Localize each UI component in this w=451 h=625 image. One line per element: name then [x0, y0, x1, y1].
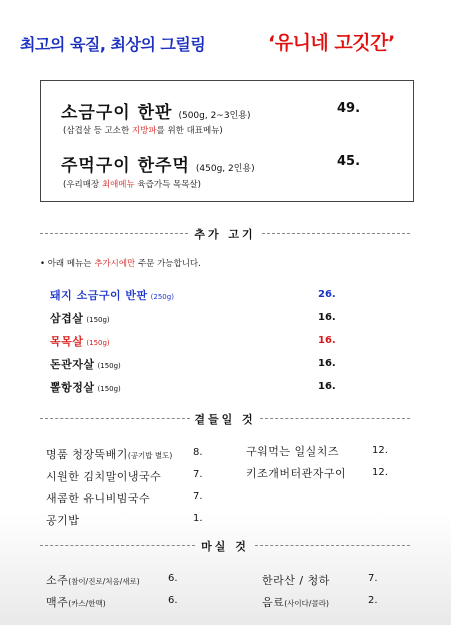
note-highlight: 추가시에만 [94, 259, 136, 269]
item-price: 16. [318, 312, 336, 323]
item-price: 7. [193, 491, 203, 502]
divider [260, 418, 410, 419]
item-name: 명품 청장뚝배기 [46, 448, 128, 461]
item-spec: (150g) [97, 385, 121, 393]
item-name: 뽈항정살 [50, 381, 95, 394]
item-spec: (참이/진로/처음/새로) [68, 577, 140, 586]
section-header-drinks [40, 538, 410, 552]
desc-highlight: 최애메뉴 [101, 180, 135, 190]
item-price: 1. [193, 513, 203, 524]
item-name: 돈관자살 [50, 358, 95, 371]
item-spec: (카스/한맥) [68, 599, 106, 608]
item-price: 6. [168, 573, 178, 584]
section-header-extra-meat [40, 226, 410, 240]
item-spec: (사이다/콜라) [284, 599, 329, 608]
divider [255, 545, 410, 546]
item-price: 16. [318, 381, 336, 392]
item-name: 공기밥 [46, 514, 80, 527]
menu-item [46, 572, 140, 588]
item-name: 소주 [46, 574, 69, 587]
divider [40, 233, 188, 234]
section-title: 곁들일 것 [194, 413, 256, 426]
featured-item-price: 49. [337, 101, 361, 116]
section-header-sides [40, 411, 410, 425]
desc-text: (삼겹살 등 고소한 [63, 126, 132, 136]
item-name: 시원한 김치말이냉국수 [46, 470, 162, 483]
menu-item [50, 356, 121, 372]
desc-text: 를 위한 대표메뉴) [156, 126, 223, 136]
featured-item-desc [63, 124, 223, 136]
featured-item-name [61, 98, 250, 123]
section-title: 마실 것 [201, 540, 249, 553]
desc-text: (우리매장 [63, 180, 102, 190]
page-tagline: 최고의 육질, 최상의 그릴링 [20, 35, 206, 54]
item-name: 삼겹살 [50, 312, 84, 325]
item-name: 음료 [262, 596, 285, 609]
divider [40, 418, 190, 419]
menu-item [46, 490, 150, 506]
featured-item-spec: (500g, 2~3인용) [178, 111, 251, 121]
divider [40, 545, 195, 546]
featured-item-name [61, 151, 255, 176]
item-price: 12. [372, 445, 388, 456]
menu-item: 구워먹는 일실치즈 [246, 445, 340, 458]
featured-item-price: 45. [337, 154, 361, 169]
brand-name: ‘유니네 고깃간’ [268, 32, 395, 54]
item-spec: (150g) [86, 316, 110, 324]
featured-item-title: 주먹구이 한주먹 [61, 156, 190, 176]
item-spec: (250g) [150, 293, 174, 301]
note-text: • 아래 메뉴는 [40, 259, 95, 269]
item-name: 한라산 / 청하 [262, 574, 330, 587]
item-price: 16. [318, 358, 336, 369]
order-note [40, 257, 201, 269]
menu-item [46, 468, 161, 484]
menu-item [50, 287, 174, 303]
desc-text: 육즙가득 목목살) [134, 180, 201, 190]
item-price: 7. [368, 573, 378, 584]
item-price: 16. [318, 335, 336, 346]
item-spec: (150g) [86, 339, 110, 347]
menu-item [262, 572, 330, 588]
menu-item [50, 310, 110, 326]
item-price: 12. [372, 467, 388, 478]
menu-item [46, 446, 172, 462]
menu-item [50, 379, 121, 395]
note-text: 주문 가능합니다. [135, 259, 201, 269]
section-title: 추가 고기 [194, 228, 256, 241]
menu-item [50, 333, 110, 349]
menu-item [46, 594, 106, 610]
item-spec: (공기밥 별도) [127, 451, 173, 460]
featured-menu-box [40, 80, 414, 202]
menu-item [46, 512, 79, 528]
item-name: 맥주 [46, 596, 69, 609]
desc-highlight: 지방파 [131, 126, 157, 136]
featured-item-title: 소금구이 한판 [61, 103, 173, 123]
item-name: 새콤한 유니비빔국수 [46, 492, 151, 505]
item-price: 7. [193, 469, 203, 480]
item-spec: (150g) [97, 362, 121, 370]
menu-item [262, 594, 329, 610]
menu-item: 키조개버터관자구이 [246, 467, 347, 480]
item-price: 2. [368, 595, 378, 606]
item-price: 6. [168, 595, 178, 606]
featured-item-desc [63, 178, 201, 190]
item-price: 26. [318, 289, 336, 300]
divider [262, 233, 410, 234]
featured-item-spec: (450g, 2인용) [195, 164, 255, 174]
item-name: 목목살 [50, 335, 84, 348]
item-price: 8. [193, 447, 203, 458]
item-name: 돼지 소금구이 반판 [50, 289, 148, 302]
